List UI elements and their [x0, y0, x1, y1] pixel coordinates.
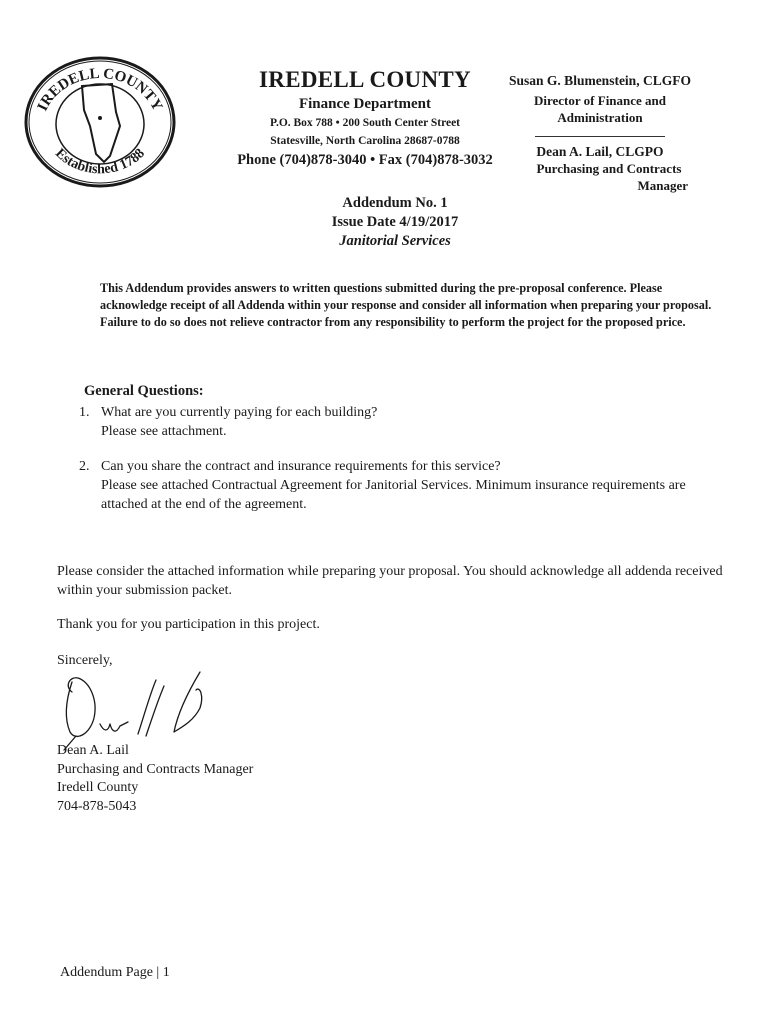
handwritten-signature — [50, 652, 230, 752]
thanks-line: Thank you for you participation in this project. — [57, 617, 320, 632]
director-name: Susan G. Blumenstein, CLGFO — [509, 73, 691, 88]
phone-fax: Phone (704)878-3040 • Fax (704)878-3032 — [237, 152, 493, 168]
seal-top-text: IREDELL COUNTY — [34, 65, 166, 114]
officials-block — [500, 72, 700, 194]
answer-text: Please see attached Contractual Agreement for Janitorial Services. Minimum insurance requirements are attached at the end of the agreement. — [101, 478, 686, 512]
address-line-2: Statesville, North Carolina 28687-0788 — [270, 135, 460, 147]
intro-paragraph: This Addendum provides answers to written questions submitted during the pre-proposal conference. Please acknowledge receipt of all Addenda within your response and consider all information when preparing your proposal. Failure to do so does not relieve contractor from any responsibility to perform the project for the proposed price. — [100, 281, 712, 329]
signer-phone: 704-878-5043 — [57, 798, 137, 814]
purchasing-title-2: Manager — [637, 178, 688, 193]
county-outline — [82, 84, 120, 162]
seal-bottom-text: Established 1788 — [52, 146, 148, 178]
org-name: IREDELL COUNTY — [259, 67, 471, 92]
director-title-2: Administration — [557, 110, 643, 125]
director-title-1: Director of Finance and — [533, 93, 667, 108]
svg-text:Established 1788 — [52, 146, 148, 177]
purchasing-title-1: Purchasing and Contracts — [536, 161, 682, 176]
signer-name: Dean A. Lail — [57, 743, 129, 758]
purchasing-name: Dean A. Lail, CLGPO — [536, 144, 664, 159]
page-footer: Addendum Page | 1 — [60, 965, 170, 980]
issue-date: Issue Date 4/19/2017 — [331, 214, 459, 230]
letterhead — [200, 66, 530, 169]
department-name: Finance Department — [298, 96, 432, 112]
question-text: Can you share the contract and insurance requirements for this service? — [101, 459, 501, 474]
signer-title: Purchasing and Contracts Manager — [57, 761, 254, 777]
question-item — [79, 403, 721, 441]
signer-block — [57, 742, 253, 816]
sign-off: Sincerely, — [57, 653, 113, 668]
question-text: What are you currently paying for each building? — [101, 405, 378, 420]
county-seal — [20, 52, 180, 192]
service-name: Janitorial Services — [339, 233, 451, 249]
question-number: 2. — [79, 459, 90, 474]
answer-text: Please see attachment. — [101, 424, 227, 439]
question-item — [79, 457, 726, 514]
general-questions-heading: General Questions: — [84, 383, 204, 399]
addendum-number: Addendum No. 1 — [342, 195, 448, 211]
closing-paragraph: Please consider the attached information while preparing your proposal. You should acknowledge all addenda received within your submission packet. — [57, 564, 723, 598]
addendum-info — [240, 194, 550, 251]
address-line-1: P.O. Box 788 • 200 South Center Street — [269, 117, 461, 129]
signer-organization: Iredell County — [57, 780, 139, 795]
officials-divider — [535, 136, 665, 137]
question-number: 1. — [79, 405, 90, 420]
